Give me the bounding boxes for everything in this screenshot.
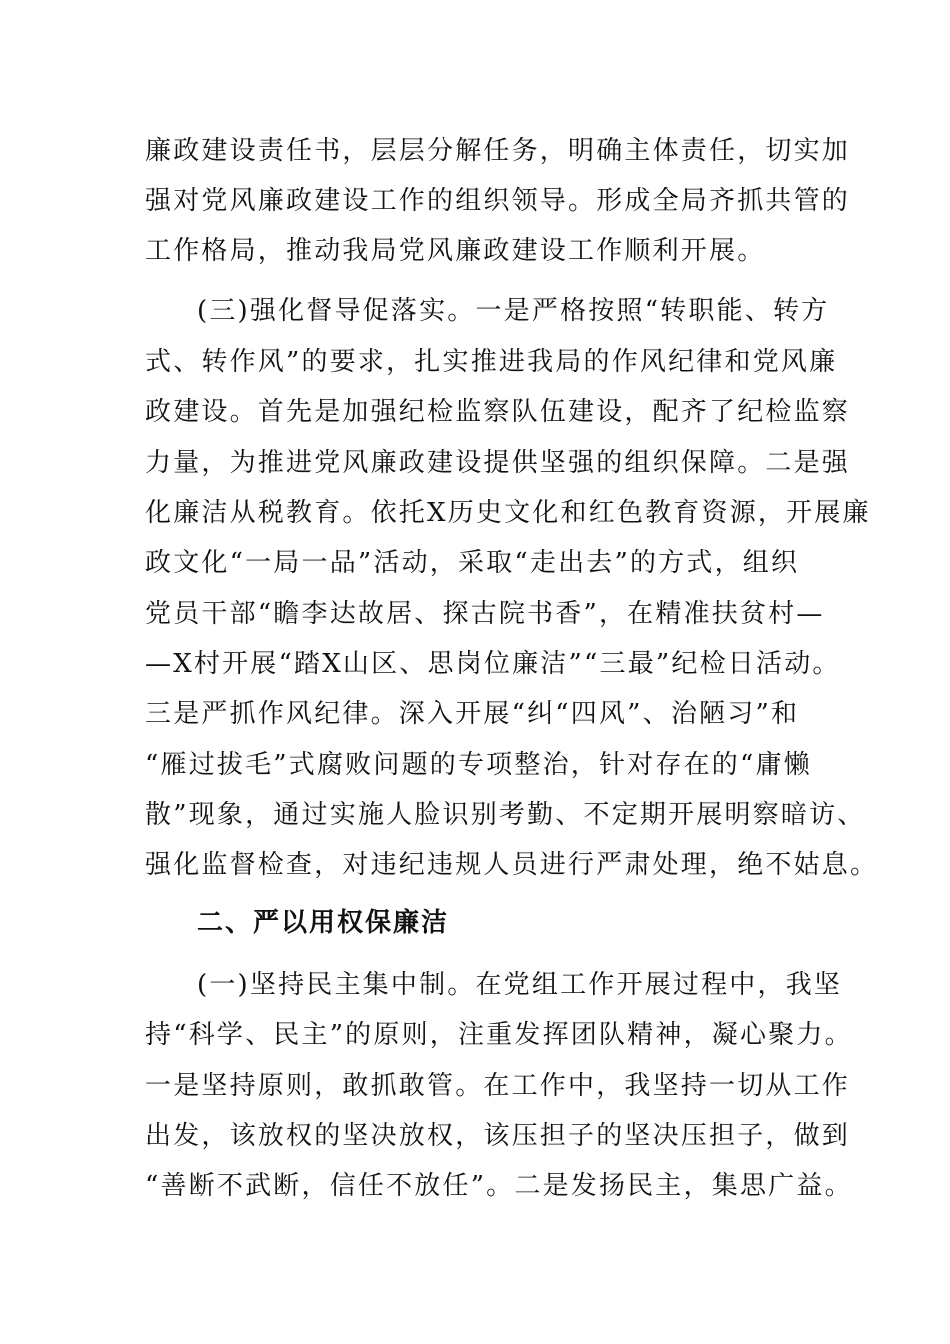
paragraph-start-line: (一)坚持民主集中制。在党组工作开展过程中，我坚 [197,970,843,1000]
section-heading: 二、严以用权保廉洁 [197,908,450,938]
text-line: 廉政建设责任书，层层分解任务，明确主体责任，切实加 [145,136,851,166]
text-line: 散”现象，通过实施人脸识别考勤、不定期开展明察暗访、 [145,800,866,830]
text-line: 持“科学、民主”的原则，注重发挥团队精神，凝心聚力。 [145,1020,853,1050]
paragraph-start-line: (三)强化督导促落实。一是严格按照“转职能、转方 [197,296,830,326]
text-line: —X村开展“踏X山区、思岗位廉洁”“三最”纪检日活动。 [145,649,841,679]
text-line: 强化监督检查，对违纪违规人员进行严肃处理，绝不姑息。 [145,850,879,880]
text-line: 式、转作风”的要求，扎实推进我局的作风纪律和党风廉 [145,347,838,377]
text-line: 化廉洁从税教育。依托X历史文化和红色教育资源，开展廉 [145,498,871,528]
text-line: 党员干部“瞻李达故居、探古院书香”，在精准扶贫村— [145,599,825,629]
text-line: 政文化“一局一品”活动，采取“走出去”的方式，组织 [145,548,800,578]
text-line: 强对党风廉政建设工作的组织领导。形成全局齐抓共管的 [145,186,851,216]
text-line: 出发，该放权的坚决放权，该压担子的坚决压担子，做到 [145,1121,851,1151]
text-line: “雁过拔毛”式腐败问题的专项整治，针对存在的“庸懒 [145,750,812,780]
text-line: 工作格局，推动我局党风廉政建设工作顺利开展。 [145,236,766,266]
text-line: 三是严抓作风纪律。深入开展“纠“四风”、治陋习”和 [145,699,800,729]
text-line: 一是坚持原则，敢抓敢管。在工作中，我坚持一切从工作 [145,1071,851,1101]
text-line: 力量，为推进党风廉政建设提供坚强的组织保障。二是强 [145,448,851,478]
text-line: “善断不武断，信任不放任”。二是发扬民主，集思广益。 [145,1171,853,1201]
text-line: 政建设。首先是加强纪检监察队伍建设，配齐了纪检监察 [145,397,851,427]
